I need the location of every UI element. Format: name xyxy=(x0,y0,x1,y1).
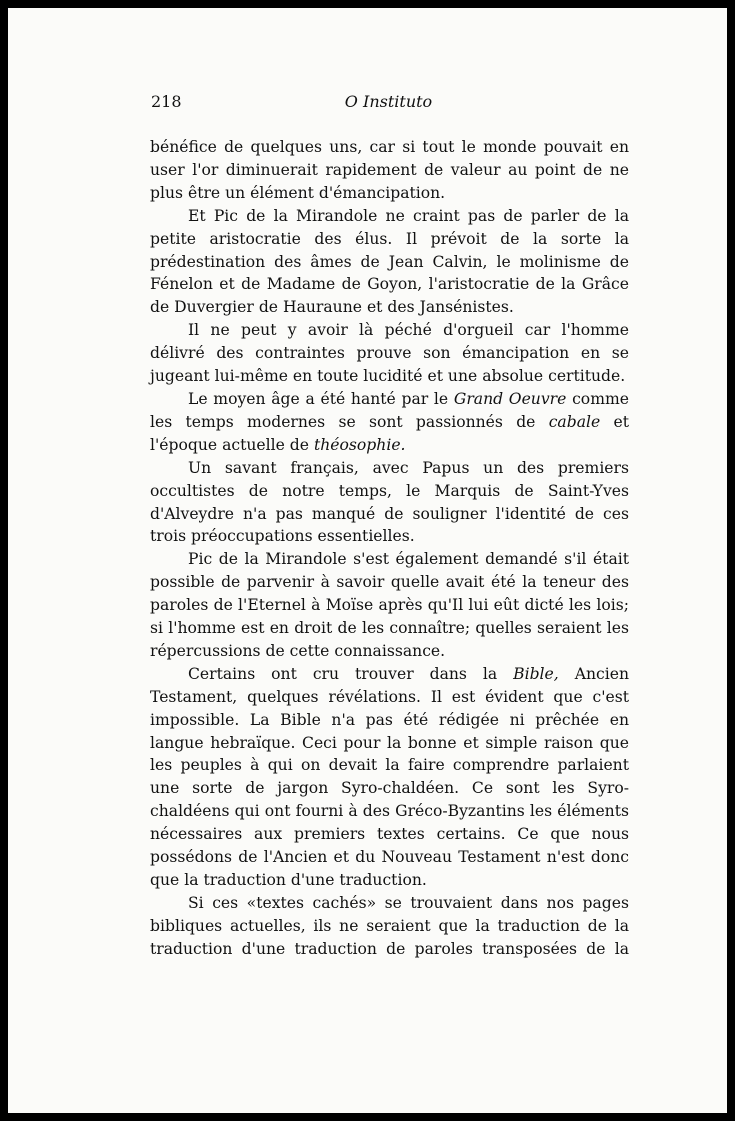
italic-text: théosophie. xyxy=(313,435,406,454)
book-page xyxy=(8,8,727,1113)
paragraph xyxy=(150,136,629,205)
text-run: Il ne peut y avoir là péché d'orgueil car l'homme délivré des contraintes prouve son émancipation en se jugeant lui-même en toute lucidité et une absolue certitude. xyxy=(150,321,629,386)
page-number: 218 xyxy=(151,92,182,111)
paragraph xyxy=(150,892,629,961)
body-text xyxy=(150,136,629,961)
paragraph xyxy=(150,548,629,663)
text-run: Certains ont cru trouver dans la xyxy=(188,664,514,683)
text-run: Un savant français, avec Papus un des premiers occultistes de notre temps, le Marquis de Saint-Yves d'Alveydre n'a pas manqué de souligner l'identité de ces trois préoccupations essentielles. xyxy=(150,458,629,546)
text-run: et l'époque actuelle de xyxy=(150,412,629,454)
text-run: Pic de la Mirandole s'est également demandé s'il était possible de parvenir à savoir quelle avait été la teneur des paroles de l'Eternel à Moïse après qu'Il lui eût dicté les lois; si l'homme est en droit de les connaître; quelles seraient les répercussions de cette connaissance. xyxy=(150,550,629,660)
page-header xyxy=(151,92,626,116)
text-run: comme les temps modernes se sont passionnés de xyxy=(150,389,629,431)
paragraph xyxy=(150,205,629,320)
text-run: Ancien Testament, quelques révélations. Il est évident que c'est impossible. La Bible n'a pas été rédigée ni prêchée en langue hebraïque. Ceci pour la bonne et simple raison que les peuples à qui on devait la faire comprendre parlaient une sorte de jargon Syro-chaldéen. Ce sont les Syro-chaldéens qui ont fourni à des Gréco-Byzantins les éléments nécessaires aux premiers textes certains. Ce que nous possédons de l'Ancien et du Nouveau Testament n'est donc que la traduction d'une traduction. xyxy=(150,664,629,889)
text-run: bénéfice de quelques uns, car si tout le monde pouvait en user l'or diminuerait rapidement de valeur au point de ne plus être un élément d'émancipation. xyxy=(150,138,629,202)
italic-text: Bible, xyxy=(513,664,559,683)
running-title: O Instituto xyxy=(344,92,433,111)
paragraph xyxy=(150,388,629,457)
text-run: Et Pic de la Mirandole ne craint pas de parler de la petite aristocratie des élus. Il prévoit de la sorte la prédestination des âmes de Jean Calvin, le molinisme de Fénelon et de Madame de Goyon, l'aristocratie de la Grâce de Duvergier de Hauraune et des Jansénistes. xyxy=(150,206,629,317)
paragraph xyxy=(150,319,629,388)
text-run: Si ces «textes cachés» se trouvaient dans nos pages bibliques actuelles, ils ne seraient que la traduction de la traduction d'une traduction de paroles transposées de la xyxy=(150,893,629,958)
text-run: Le moyen âge a été hanté par le xyxy=(188,389,454,408)
italic-text: cabale xyxy=(548,412,601,431)
paragraph xyxy=(150,457,629,549)
paragraph xyxy=(150,663,629,892)
italic-text: Grand Oeuvre xyxy=(453,389,567,408)
